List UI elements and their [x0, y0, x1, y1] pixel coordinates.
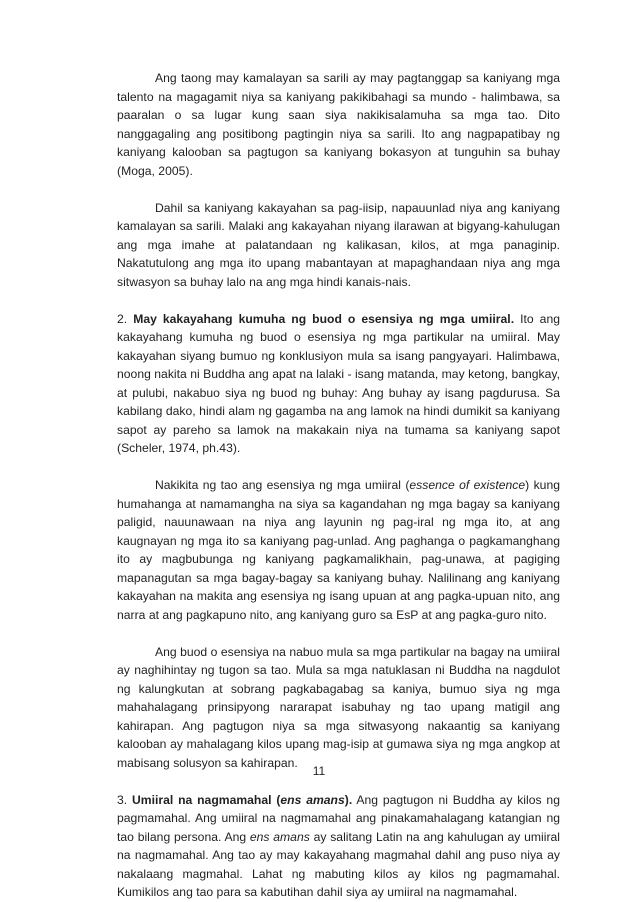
- italic-term: ens amans: [280, 792, 345, 807]
- list-number: 3.: [117, 792, 128, 807]
- paragraph-ens-amans: 3. Umiiral na nagmamahal (ens amans). Ang pagtugon ni Buddha ay kilos ng pagmamahal. Ang umiiral na nagmamahal ang pinakamahalagang katangian ng tao bilang persona. Ang ens amans ay salitang Latin na ang kahulugan ay umiiral na nagmamahal. Ang tao ay may kakayahang magmahal dahil ang puso niya ay nakalaang magmahal. Lahat ng mabuting kilos ay kilos ng pagmamahal. Kumikilos ang tao para sa kabutihan dahil siya ay umiiral na nagmamahal.: [117, 792, 560, 899]
- list-number: 2.: [117, 311, 128, 326]
- paragraph-thinking-ability: Dahil sa kaniyang kakayahan sa pag-iisip, napauunlad niya ang kaniyang kamalayan sa sarili. Malaki ang kakayahan niyang ilarawan at bigyang-kahulugan ang mga imahe at palatandaan ng kalikasan, kilos, at mga panaginip. Nakatutulong ang mga ito upang mabantayan at mapaghandaan niya ang mga sitwasyon sa buhay lalo na ang mga hindi kanais-nais.: [117, 200, 560, 289]
- paragraph-buddha-response: Ang buod o esensiya na nabuo mula sa mga partikular na bagay na umiiral ay naghihintay ng tugon sa tao. Mula sa mga natuklasan ni Buddha na nagdulot ng kalungkutan at sobrang pagkabagabag sa kaniya, bumuo siya ng mga mahahalagang prinsipyong nararapat isabuhay ng tao upang matigil ang kahirapan. Ang pagtugon niya sa mga sitwasyong nakaantig sa kaniyang kalooban ay mahalagang kilos upang mag-isip at gumawa siya ng mga angkop at mabisang solusyon sa kahirapan.: [117, 644, 560, 770]
- page-number: 11: [312, 764, 326, 778]
- section-heading: Umiiral na nagmamahal (ens amans).: [131, 792, 353, 807]
- italic-term: ens amans: [249, 829, 310, 844]
- paragraph-essence-ability: 2. May kakayahang kumuha ng buod o esensiya ng mga umiiral. Ito ang kakayahang kumuha ng buod o esensiya ng mga partikular na umiiral. May kakayahan siyang bumuo ng konklusiyon mula sa isang pangyayari. Halimbawa, noong nakita ni Buddha ang apat na lalaki - isang matanda, may ketong, bangkay, at pulubi, nakabuo siya ng buod ng buhay: Ang buhay ay isang pagdurusa. Sa kabilang dako, hindi alam ng gagamba na ang lamok na hindi dumikit sa kaniyang sapot ay pareho sa lamok na makakain niya na tumama sa kaniyang sapot (Scheler, 1974, ph.43).: [117, 311, 560, 455]
- paragraph-self-awareness: Ang taong may kamalayan sa sarili ay may pagtanggap sa kaniyang mga talento na magagamit niya sa kaniyang pakikibahagi sa mundo - halimbawa, sa paaralan o sa lugar kung saan siya nakikisalamuha sa mga tao. Dito nanggagaling ang positibong pagtingin niya sa sarili. Ito ang nagpapatibay ng kaniyang kalooban sa pagtugon sa kaniyang bokasyon at tunguhin sa buhay (Moga, 2005).: [117, 71, 560, 178]
- paragraph-essence-of-existence: Nakikita ng tao ang esensiya ng mga umiiral (essence of existence) kung humahanga at namamangha na siya sa kagandahan ng mga bagay sa kaniyang paligid, nauunawaan na niya ang layunin ng pag-iral ng mga ito, at ang kaugnayan ng mga ito sa kaniyang pag-unlad. Ang paghanga o pagkamanghang ito ay magbubunga ng kaniyang pagkamalikhain, pag-unawa, at pagiging mapanagutan sa mga bagay-bagay sa kaniyang buhay. Nalilinang ang kaniyang kakayahan na makita ang esensiya ng isang upuan at ang pagka-upuan nito, ang narra at ang pagkapuno nito, ang kaniyang guro sa EsP at ang pagka-guro nito.: [117, 478, 560, 622]
- italic-term: essence of existence: [409, 478, 526, 492]
- section-heading: May kakayahang kumuha ng buod o esensiya ng mga umiiral.: [133, 311, 515, 326]
